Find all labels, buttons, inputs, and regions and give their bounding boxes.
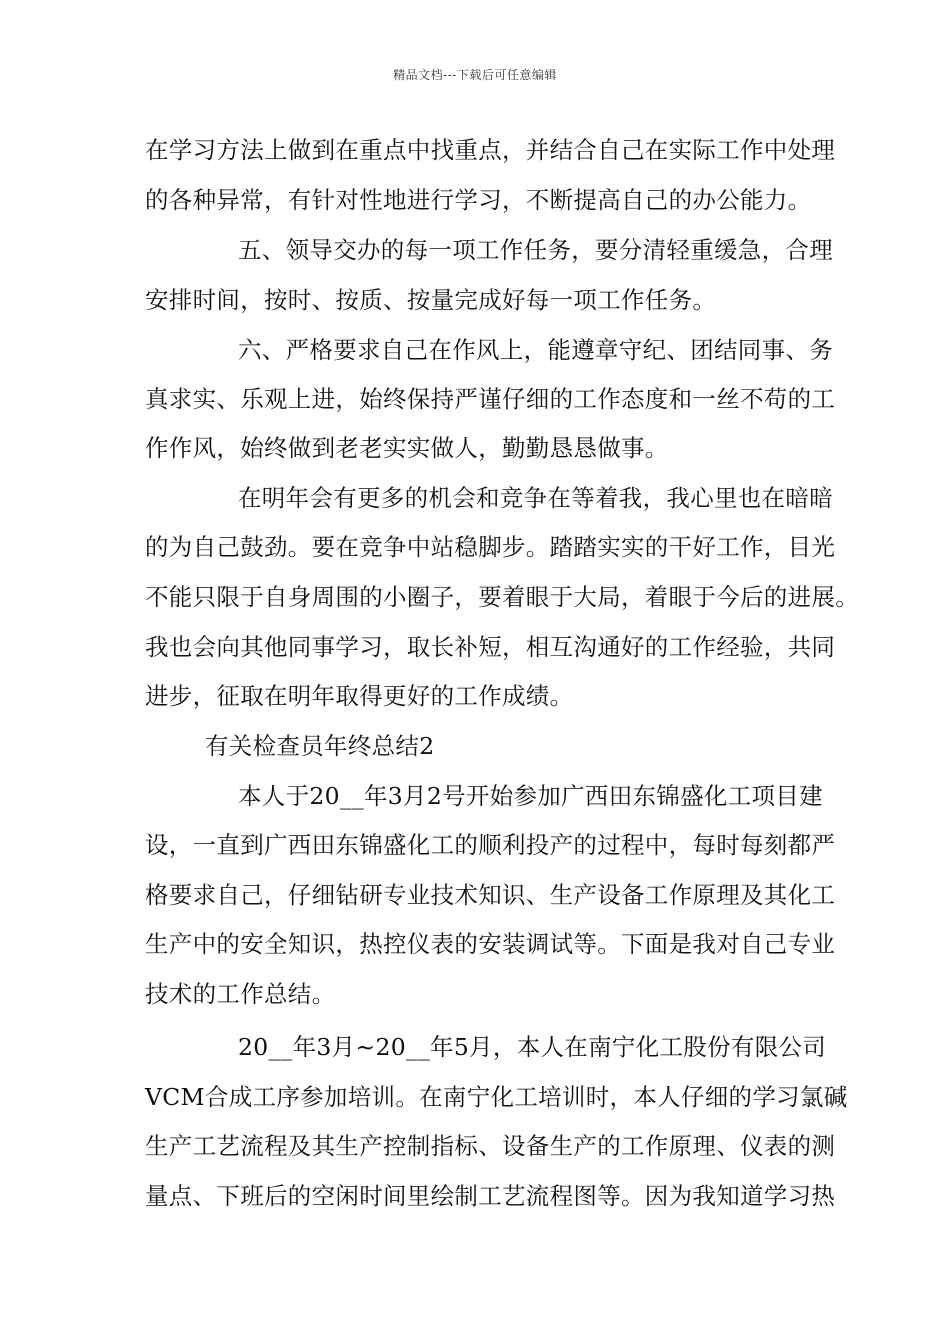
paragraph-line: 20__年3月~20__年5月，本人在南宁化工股份有限公司 [238,1033,827,1061]
paragraph-line: 在学习方法上做到在重点中找重点，并结合自己在实际工作中处理 [145,136,836,164]
paragraph-line: 技术的工作总结。 [145,980,336,1008]
paragraph-line: 量点、下班后的空闲时间里绘制工艺流程图等。因为我知道学习热 [145,1182,836,1210]
page-header: 精品文档---下载后可任意编辑 [393,68,557,82]
paragraph-line: 在明年会有更多的机会和竞争在等着我，我心里也在暗暗 [238,484,833,512]
paragraph-line: 的为自己鼓劲。要在竞争中站稳脚步。踏踏实实的干好工作，目光 [145,533,836,561]
paragraph-line: 本人于20__年3月2号开始参加广西田东锦盛化工项目建 [238,782,823,810]
paragraph-line: 六、严格要求自己在作风上，能遵章守纪、团结同事、务 [238,336,833,364]
paragraph-line: 真求实、乐观上进，始终保持严谨仔细的工作态度和一丝不苟的工 [145,385,836,413]
section-title: 有关检查员年终总结2 [205,732,435,760]
paragraph-line: 五、领导交办的每一项工作任务，要分清轻重缓急，合理 [238,236,833,264]
paragraph-line: 我也会向其他同事学习，取长补短，相互沟通好的工作经验，共同 [145,633,836,661]
paragraph-line: 格要求自己，仔细钻研专业技术知识、生产设备工作原理及其化工 [145,881,836,909]
paragraph-line: 设，一直到广西田东锦盛化工的顺利投产的过程中，每时每刻都严 [145,831,836,859]
paragraph-line: 生产工艺流程及其生产控制指标、设备生产的工作原理、仪表的测 [145,1132,836,1160]
paragraph-line: 的各种异常，有针对性地进行学习，不断提高自己的办公能力。 [145,186,812,214]
paragraph-line: 安排时间，按时、按质、按量完成好每一项工作任务。 [145,286,717,314]
paragraph-line: 不能只限于自身周围的小圈子，要着眼于大局，着眼于今后的进展。 [145,583,859,611]
paragraph-line: VCM合成工序参加培训。在南宁化工培训时，本人仔细的学习氯碱 [145,1083,848,1111]
paragraph-line: 生产中的安全知识，热控仪表的安装调试等。下面是我对自己专业 [145,930,836,958]
paragraph-line: 进步，征取在明年取得更好的工作成绩。 [145,682,574,710]
paragraph-line: 作作风，始终做到老老实实做人，勤勤恳恳做事。 [145,434,669,462]
